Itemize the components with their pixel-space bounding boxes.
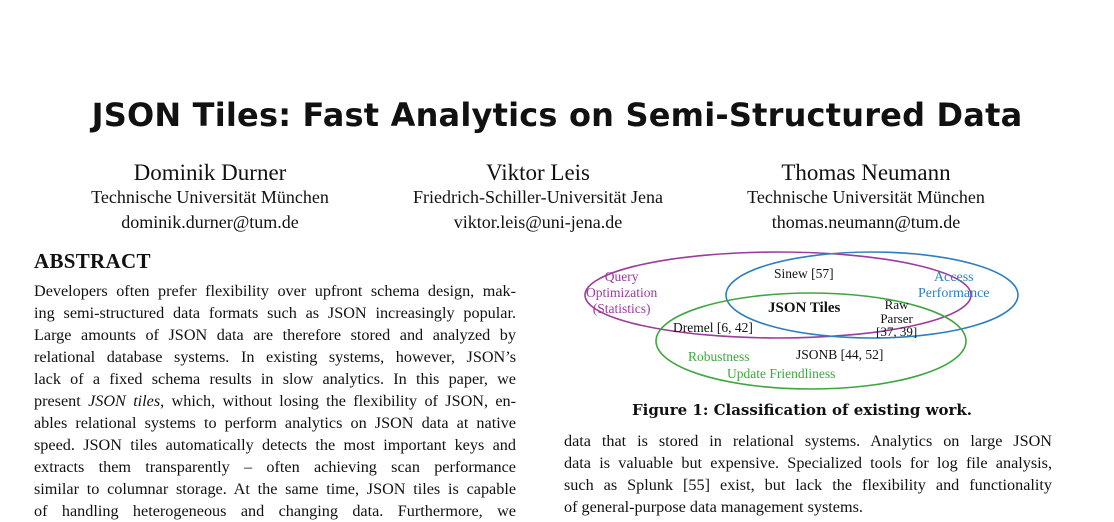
text-line: of handling heterogeneous and changing data. Furthermore, we: [34, 502, 516, 520]
label-robustness: Robustness: [688, 349, 750, 364]
text-line: such as Splunk [55] exist, but lack the flexibility and functionality: [564, 476, 1052, 494]
author-block: [60, 160, 360, 235]
author-name: Viktor Leis: [485, 160, 591, 185]
text-line: data that is stored in relational systems. Analytics on large JSON: [564, 432, 1052, 450]
text-line: similar to columnar storage. At the same time, JSON tiles is capable: [34, 480, 516, 498]
text-line: speed. JSON tiles automatically detects the most important keys and: [34, 436, 516, 454]
author-affiliation: Technische Universität München: [747, 187, 985, 207]
text-line: of general-purpose data management systems.: [564, 498, 863, 516]
label-raw-parser: Raw Parser [37, 39]: [876, 297, 918, 339]
label-dremel: Dremel [6, 42]: [673, 320, 753, 335]
figure-caption: Figure 1: Classification of existing work.: [631, 401, 973, 419]
text-line: extracts them transparently – often achieving scan performance: [34, 458, 516, 476]
author-email: dominik.durner@tum.de: [121, 212, 299, 232]
label-json-tiles: JSON Tiles: [768, 300, 841, 316]
author-block: [716, 160, 1016, 235]
text-line: ables relational systems to perform analytics on JSON data at native: [34, 414, 516, 432]
text-line: Large amounts of JSON data are therefore stored and analyzed by: [34, 326, 516, 344]
text-line: lack of a fixed schema results in slow analytics. In this paper, we: [34, 370, 516, 388]
body-text-right: [564, 430, 1052, 518]
text-line: ing semi-structured data formats such as JSON increasingly popular.: [34, 304, 516, 322]
text-line: [34, 390, 516, 412]
label-sinew: Sinew [57]: [774, 266, 834, 281]
author-email: viktor.leis@uni-jena.de: [453, 212, 623, 232]
text-fragment: present: [34, 392, 81, 410]
abstract-text: [34, 280, 516, 522]
text-line: data is valuable but expensive. Specialized tools for log file analysis,: [564, 454, 1052, 472]
text-line: Developers often prefer flexibility over upfront schema design, mak-: [34, 282, 516, 300]
label-access-performance: Access Performance: [918, 270, 990, 301]
author-affiliation: Technische Universität München: [91, 187, 329, 207]
text-fragment: , which, without losing the flexibility of JSON, en-: [160, 392, 517, 410]
label-query-optimization: Query Optimization (Statistics): [586, 269, 658, 316]
author-affiliation: Friedrich-Schiller-Universität Jena: [412, 187, 664, 207]
author-email: thomas.neumann@tum.de: [771, 212, 961, 232]
author-name: Dominik Durner: [133, 160, 287, 185]
paper-title: JSON Tiles: Fast Analytics on Semi-Structured Data: [91, 96, 1023, 134]
emphasis-json-tiles: JSON tiles: [88, 392, 161, 410]
author-block: [388, 160, 688, 235]
abstract-heading: ABSTRACT: [34, 249, 151, 273]
venn-diagram: [578, 250, 1028, 395]
text-line: relational database systems. In existing systems, however, JSON’s: [34, 348, 516, 366]
label-update-friendliness: Update Friendliness: [727, 366, 836, 381]
author-name: Thomas Neumann: [781, 160, 951, 185]
label-jsonb: JSONB [44, 52]: [796, 347, 884, 362]
